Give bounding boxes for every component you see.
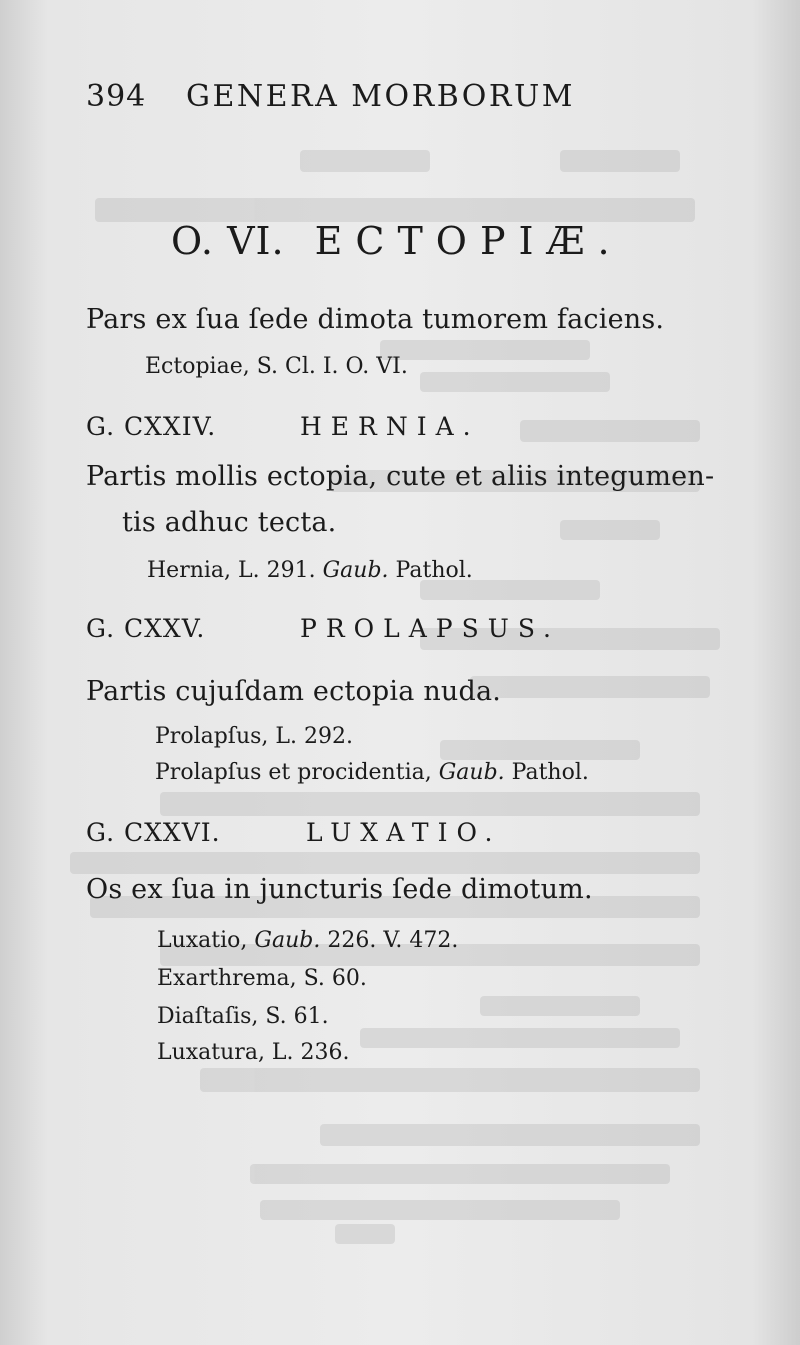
genus-definition: Partis mollis ectopia, cute et aliis integumen-	[86, 461, 715, 492]
genus-number: G. CXXV.	[86, 614, 206, 643]
genus-definition-continued: tis adhuc tecta.	[122, 507, 337, 538]
order-name: ECTOPIÆ.	[314, 219, 623, 263]
genus-name: PROLAPSUS.	[300, 614, 560, 643]
genus-name: HERNIA.	[300, 412, 480, 441]
synonym-line: Luxatura, L. 236.	[157, 1040, 350, 1065]
synonym-line: Exarthrema, S. 60.	[157, 966, 367, 991]
synonym-line: Prolapſus et procidentia, Gaub. Pathol.	[155, 760, 589, 785]
synonym-line: Luxatio, Gaub. 226. V. 472.	[157, 928, 459, 953]
order-heading	[171, 219, 623, 263]
synonym-line: Diaſtaſis, S. 61.	[157, 1004, 329, 1029]
author-abbrev: Gaub.	[322, 558, 389, 583]
page-number: 394	[86, 79, 147, 114]
running-title: GENERA MORBORUM	[186, 79, 575, 114]
genus-definition: Os ex ſua in juncturis ſede dimotum.	[86, 874, 593, 905]
order-definition: Pars ex ſua ſede dimota tumorem faciens.	[86, 304, 665, 335]
synonym-line: Prolapſus, L. 292.	[155, 724, 353, 749]
genus-definition: Partis cujuſdam ectopia nuda.	[86, 676, 502, 707]
order-number: O. VI.	[171, 219, 285, 263]
genus-number: G. CXXIV.	[86, 412, 217, 441]
genus-number: G. CXXVI.	[86, 818, 221, 847]
synonym-line: Hernia, L. 291. Gaub. Pathol.	[147, 558, 473, 583]
genus-name: LUXATIO.	[306, 818, 502, 847]
author-abbrev: Gaub.	[438, 760, 505, 785]
order-synonym: Ectopiae, S. Cl. I. O. VI.	[145, 354, 408, 379]
author-abbrev: Gaub.	[254, 928, 321, 953]
